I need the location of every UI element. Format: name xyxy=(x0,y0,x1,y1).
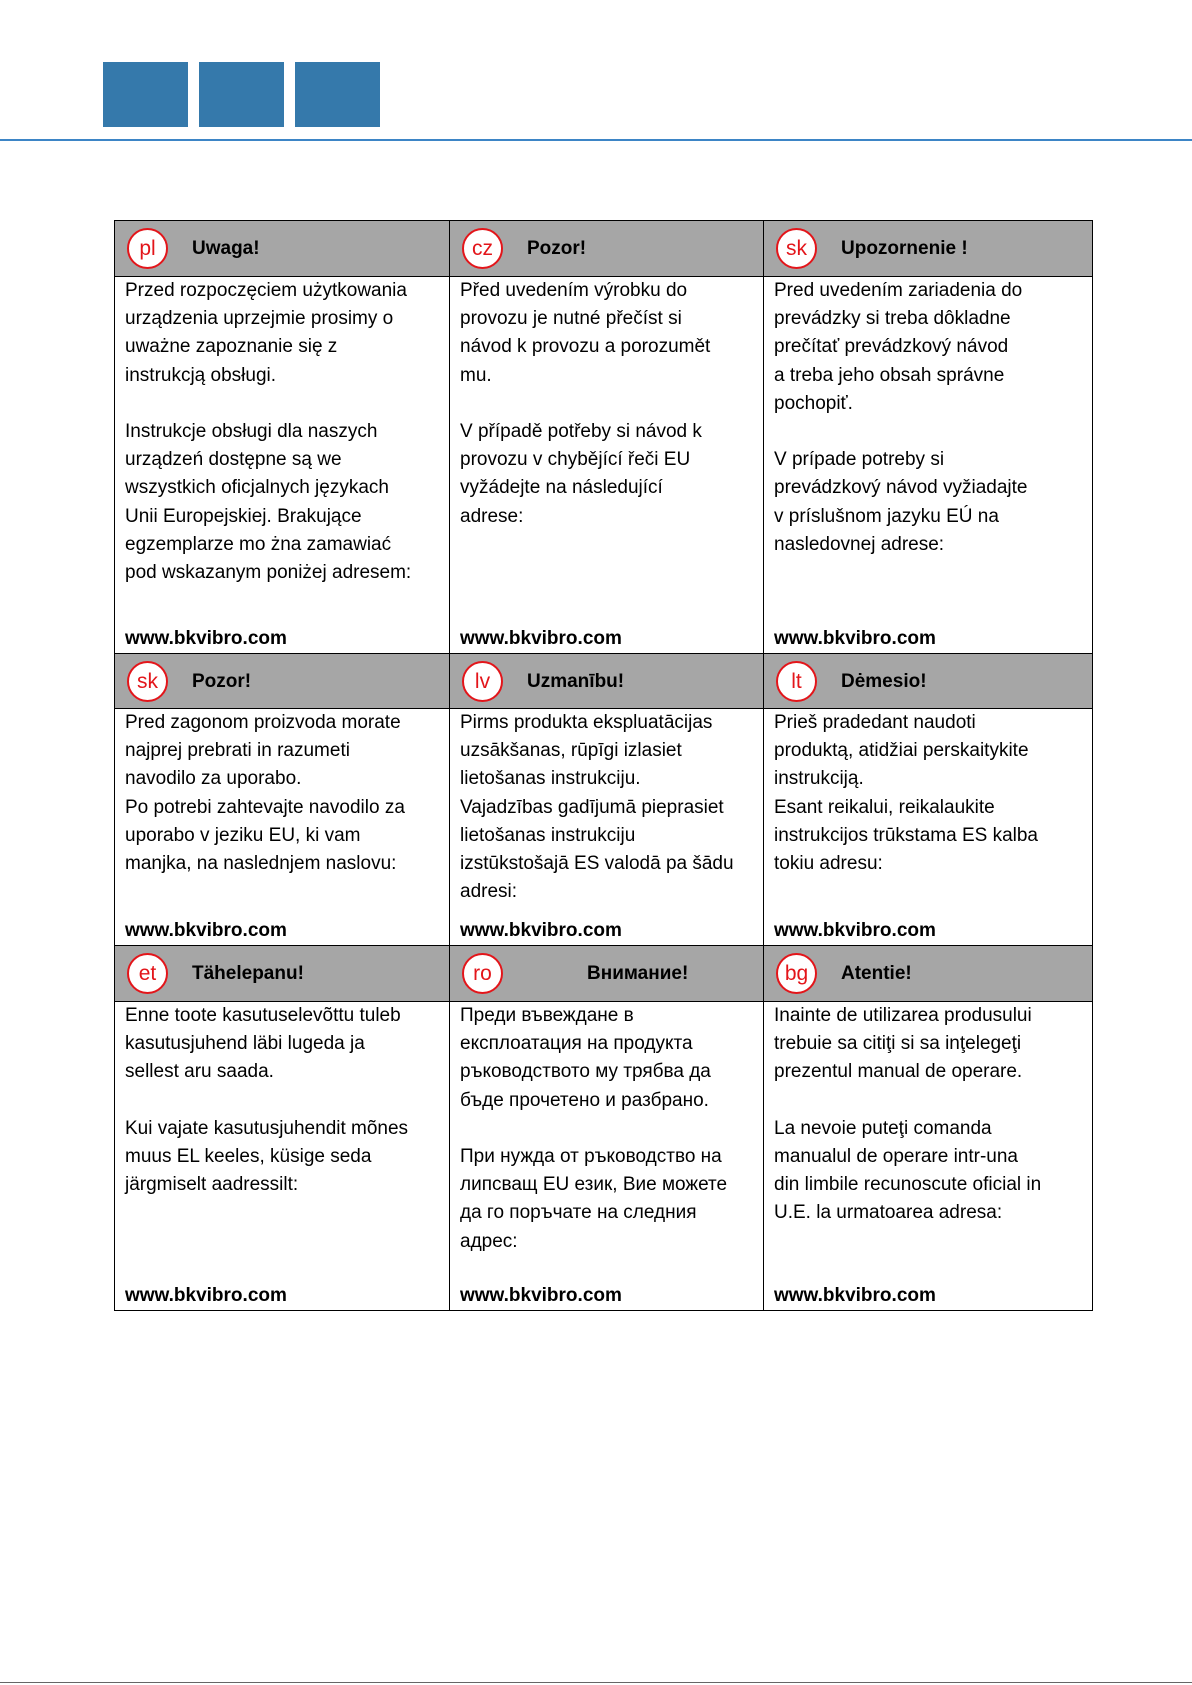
notice-text-line: prečítať prevádzkový návod xyxy=(774,336,1009,358)
notice-header xyxy=(115,946,450,1002)
notice-text-line xyxy=(774,418,1092,446)
notice-text-line: V prípade potreby si xyxy=(774,449,945,471)
header-logo-block-3 xyxy=(295,62,380,127)
website-address: www.bkvibro.com xyxy=(125,919,287,941)
notice-title: Tähelepanu! xyxy=(192,963,304,984)
notice-text-line: provozu v chybějící řeči EU xyxy=(460,449,691,471)
notice-text-line: trebuie sa citiţi si sa inţelegeţi xyxy=(774,1033,1022,1055)
notice-header xyxy=(450,946,764,1002)
notice-body xyxy=(450,277,764,654)
notice-text-line: U.E. la urmatoarea adresa: xyxy=(774,1202,1003,1224)
notice-text-line: vyžádejte na následující xyxy=(460,477,663,499)
notice-text-line: Vajadzības gadījumā pieprasiet xyxy=(460,796,724,818)
notice-text-line: Kui vajate kasutusjuhendit mõnes xyxy=(125,1117,409,1139)
notice-text-line: Pred zagonom proizvoda morate xyxy=(125,712,401,733)
notice-text-line: izstūkstošajā ES valodā pa šādu xyxy=(460,852,734,874)
notice-text-line xyxy=(460,1115,763,1143)
website-address: www.bkvibro.com xyxy=(774,627,936,649)
notice-text-line: pochopiť. xyxy=(774,392,853,414)
notice-text-line: prezentul manual de operare. xyxy=(774,1061,1023,1083)
notice-text-line: pod wskazanym poniżej adresem: xyxy=(125,561,412,583)
notice-body xyxy=(115,277,450,654)
notice-text-line: sellest aru saada. xyxy=(125,1061,274,1083)
notice-text-line: muus EL keeles, küsige seda xyxy=(125,1145,372,1167)
website-address: www.bkvibro.com xyxy=(774,1284,936,1306)
notice-header xyxy=(450,221,764,277)
language-badge: lv xyxy=(462,661,503,702)
language-badge: cz xyxy=(462,228,503,269)
notice-text-line: navodilo za uporabo. xyxy=(125,768,302,790)
notice-text-line: urządzeń dostępne są we xyxy=(125,449,342,471)
notice-text-line: manjka, na naslednjem naslovu: xyxy=(125,852,397,874)
notice-title: Uwaga! xyxy=(192,238,260,259)
notice-body xyxy=(764,1002,1093,1311)
notice-body xyxy=(450,1002,764,1311)
notice-text-line: Pirms produkta ekspluatācijas xyxy=(460,712,713,733)
notice-text-line: instrukcją obsługi. xyxy=(125,364,277,386)
notice-header xyxy=(115,221,450,277)
notice-text-line: lietošanas instrukciju. xyxy=(460,768,641,790)
language-badge: sk xyxy=(127,661,168,702)
notice-text-line: При нужда от ръководство на xyxy=(460,1145,722,1167)
notice-text-line: v príslušnom jazyku EÚ na xyxy=(774,505,999,527)
notice-text-line: prevádzky si treba dôkladne xyxy=(774,308,1011,330)
notice-text-line: provozu je nutné přečíst si xyxy=(460,308,682,330)
notice-text-line: najprej prebrati in razumeti xyxy=(125,740,350,762)
notice-text-line: instrukcijos trūkstama ES kalba xyxy=(774,824,1038,846)
notice-title: Dėmesio! xyxy=(841,671,927,692)
notice-text-line: wszystkich oficjalnych językach xyxy=(125,477,389,499)
notice-text-line: адрес: xyxy=(460,1230,518,1252)
notice-body xyxy=(764,277,1093,654)
notice-title: Uzmanību! xyxy=(527,671,625,692)
notice-body xyxy=(450,709,764,946)
notice-text-line: липсващ EU език, Вие можете xyxy=(460,1174,728,1196)
language-badge: lt xyxy=(776,661,817,702)
notice-text-line: Unii Europejskiej. Brakujące xyxy=(125,505,362,527)
notice-text-line: Před uvedením výrobku do xyxy=(460,280,688,301)
notice-text-line: tokiu adresu: xyxy=(774,852,883,874)
notice-text-line: egzemplarze mo żna zamawiać xyxy=(125,533,392,555)
header-divider xyxy=(0,139,1192,141)
notice-text-line: ръководството му трябва да xyxy=(460,1061,711,1083)
notice-text-line: експлоатация на продукта xyxy=(460,1033,693,1055)
notice-body xyxy=(115,709,450,946)
notice-text-line: urządzenia uprzejmie prosimy o xyxy=(125,308,394,330)
notice-text-line: Przed rozpoczęciem użytkowania xyxy=(125,280,407,301)
website-address: www.bkvibro.com xyxy=(125,627,287,649)
notice-title: Atentie! xyxy=(841,963,912,984)
notice-title: Upozornenie ! xyxy=(841,238,968,259)
notice-text-line: Po potrebi zahtevajte navodilo za xyxy=(125,796,405,818)
notice-text-line: adresi: xyxy=(460,881,518,903)
language-badge: et xyxy=(127,953,168,994)
multilingual-notice-table xyxy=(114,220,1093,1311)
notice-title: Pozor! xyxy=(192,671,252,692)
notice-text-line: V případě potřeby si návod k xyxy=(460,420,702,442)
notice-text-line xyxy=(125,390,449,418)
notice-text-line: Esant reikalui, reikalaukite xyxy=(774,796,995,818)
notice-text-line: Instrukcje obsługi dla naszych xyxy=(125,420,378,442)
language-badge: pl xyxy=(127,228,168,269)
notice-title: Внимание! xyxy=(587,963,689,984)
language-badge: bg xyxy=(776,953,817,994)
notice-text-line: a treba jeho obsah správne xyxy=(774,364,1005,386)
notice-text-line: manualul de operare intr-una xyxy=(774,1145,1018,1167)
notice-text-line: järgmiselt aadressilt: xyxy=(125,1174,299,1196)
notice-header xyxy=(764,946,1093,1002)
notice-body xyxy=(764,709,1093,946)
notice-text-line: Inainte de utilizarea produsului xyxy=(774,1005,1032,1026)
header-logo-block-2 xyxy=(199,62,284,127)
notice-header xyxy=(115,654,450,709)
website-address: www.bkvibro.com xyxy=(774,919,936,941)
notice-text-line: La nevoie puteţi comanda xyxy=(774,1117,992,1139)
header-logo-block-1 xyxy=(103,62,188,127)
notice-title: Pozor! xyxy=(527,238,587,259)
notice-text-line: lietošanas instrukciju xyxy=(460,824,636,846)
language-badge: sk xyxy=(776,228,817,269)
notice-text-line: uważne zapoznanie się z xyxy=(125,336,338,358)
notice-text-line xyxy=(125,1087,449,1115)
notice-text-line: Prieš pradedant naudoti xyxy=(774,712,976,733)
notice-text-line: nasledovnej adrese: xyxy=(774,533,945,555)
notice-text-line: Pred uvedením zariadenia do xyxy=(774,280,1023,301)
notice-text-line: Enne toote kasutuselevõttu tuleb xyxy=(125,1005,401,1026)
notice-text-line: návod k provozu a porozumět xyxy=(460,336,711,358)
website-address: www.bkvibro.com xyxy=(125,1284,287,1306)
notice-header xyxy=(764,221,1093,277)
notice-text-line: uzsākšanas, rūpīgi izlasiet xyxy=(460,740,682,762)
notice-text-line xyxy=(460,390,763,418)
notice-text-line: mu. xyxy=(460,364,492,386)
notice-text-line: adrese: xyxy=(460,505,524,527)
website-address: www.bkvibro.com xyxy=(460,1284,622,1306)
notice-body xyxy=(115,1002,450,1311)
notice-text-line: Преди въвеждане в xyxy=(460,1005,634,1026)
notice-header xyxy=(450,654,764,709)
page-bottom-divider xyxy=(0,1682,1192,1683)
notice-text-line: kasutusjuhend läbi lugeda ja xyxy=(125,1033,365,1055)
notice-text-line: produktą, atidžiai perskaitykite xyxy=(774,740,1029,762)
notice-text-line: да го поръчате на следния xyxy=(460,1202,697,1224)
notice-text-line: din limbile recunoscute oficial in xyxy=(774,1174,1042,1196)
notice-text-line xyxy=(774,1087,1092,1115)
notice-text-line: instrukciją. xyxy=(774,768,864,790)
language-badge: ro xyxy=(462,953,503,994)
notice-text-line: бъде прочетено и разбрано. xyxy=(460,1089,709,1111)
website-address: www.bkvibro.com xyxy=(460,919,622,941)
notice-header xyxy=(764,654,1093,709)
notice-text-line: uporabo v jeziku EU, ki vam xyxy=(125,824,361,846)
website-address: www.bkvibro.com xyxy=(460,627,622,649)
notice-text-line: prevádzkový návod vyžiadajte xyxy=(774,477,1028,499)
